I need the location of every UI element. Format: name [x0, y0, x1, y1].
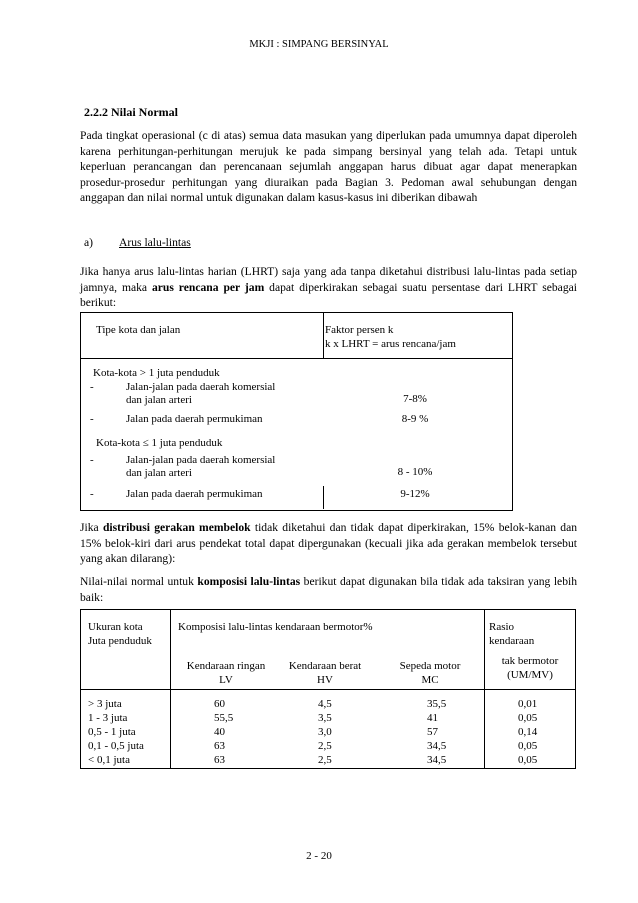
page-header: MKJI : SIMPANG BERSINYAL — [249, 39, 389, 50]
table-column-ratio — [518, 697, 537, 767]
table-cell: 1 - 3 juta — [88, 712, 128, 724]
table-divider — [323, 312, 324, 358]
table-cell: 40 — [214, 726, 225, 738]
table-dash: - — [90, 454, 94, 466]
table-subheader-hv: HV — [317, 674, 333, 686]
table-row-label: Jalan pada daerah permukiman — [126, 488, 263, 500]
table-cell: 3,5 — [318, 712, 332, 724]
table-cell: 63 — [214, 754, 225, 766]
para-text: Jika hanya arus lalu-lintas harian (LHRT) saja yang ada tanpa diketahui distribusi lalu-lintas pada setiap jamnya, maka — [80, 265, 577, 294]
table-header-factor: Faktor persen k — [325, 324, 394, 336]
table-cell: 55,5 — [214, 712, 234, 724]
para-bold: komposisi lalu-lintas — [197, 575, 301, 588]
table-value: 7-8% — [403, 393, 427, 405]
table-cell: 2,5 — [318, 754, 332, 766]
table-dash: - — [90, 381, 94, 393]
table-dash: - — [90, 413, 94, 425]
intro-paragraph: Pada tingkat operasional (c di atas) semua data masukan yang diperlukan pada umumnya dapat diperoleh karena perhitungan-perhitungan merujuk ke pada simpang bersinyal yang telah ada. Tetapi untuk keperluan perancangan dan perencanaan sejumlah anggapan harus dibuat agar dapat menerapkan prosedur-prosedur perhitungan yang diuraikan pada Bagian 3. Pedoman awal sehubungan dengan anggapan dan nilai normal untuk digunakan dalam kasus-kasus ini diberikan dibawah — [80, 129, 577, 205]
table-group-label: Kota-kota > 1 juta penduduk — [93, 367, 220, 379]
para-text: berikut dapat digunakan bila tidak ada taksiran yang lebih baik: — [80, 575, 578, 604]
paragraph-composition — [80, 574, 577, 605]
table-cell: 0,01 — [518, 698, 538, 710]
table-header-ratio: kendaraan — [489, 635, 535, 647]
para-text: Jika — [80, 521, 103, 534]
list-item-title: Arus lalu-lintas — [119, 236, 191, 249]
table-value: 8-9 % — [401, 413, 429, 425]
table-value: 9-12% — [400, 488, 430, 500]
table-row-label: Jalan-jalan pada daerah komersial — [126, 454, 276, 466]
table-group-label: Kota-kota ≤ 1 juta penduduk — [96, 437, 223, 449]
table-cell: 0,5 - 1 juta — [88, 726, 136, 738]
table-row-label: dan jalan arteri — [126, 467, 192, 479]
para-text: tidak diketahui dan tidak dapat diperkirakan, 15% belok-kanan dan 15% belok-kiri dari arus pendekat total dapat dipergunakan (kecuali jika ada gerakan membelok tersebut yang akan dilarang): — [80, 521, 578, 566]
table-row-label: Jalan pada daerah permukiman — [126, 413, 263, 425]
table-header-city-size: Juta penduduk — [88, 635, 152, 647]
table-dash: - — [90, 488, 94, 500]
table-subheader-hv: Kendaraan berat — [288, 660, 362, 672]
para-bold: distribusi gerakan membelok — [102, 521, 251, 534]
table-header-formula: k x LHRT = arus rencana/jam — [325, 338, 456, 350]
table-header-type: Tipe kota dan jalan — [96, 324, 181, 336]
table-cell: 4,5 — [318, 698, 332, 710]
table-cell: 57 — [427, 726, 438, 738]
table-header-ratio: tak bermotor — [501, 655, 559, 667]
paragraph-arus — [80, 264, 577, 311]
table-cell: 2,5 — [318, 740, 332, 752]
table-cell: 0,14 — [518, 726, 538, 738]
table-cell: 60 — [214, 698, 225, 710]
table-cell: 0,05 — [518, 712, 538, 724]
page-number: 2 - 20 — [306, 850, 332, 862]
table-subheader-mc: MC — [421, 674, 439, 686]
table-cell: 0,05 — [518, 740, 538, 752]
table-header-composition: Komposisi lalu-lintas kendaraan bermotor% — [178, 621, 373, 633]
table-divider — [80, 689, 575, 690]
para-bold: arus rencana per jam — [151, 280, 265, 294]
table-cell: 34,5 — [427, 740, 447, 752]
table-divider — [323, 486, 324, 509]
table-cell: 35,5 — [427, 698, 447, 710]
section-title: 2.2.2 Nilai Normal — [84, 105, 178, 119]
table-row-label: Jalan-jalan pada daerah komersial — [126, 381, 276, 393]
table-header-city-size: Ukuran kota — [88, 621, 143, 633]
para-text: Nilai-nilai normal untuk — [80, 575, 198, 588]
table-column-mc — [427, 697, 446, 767]
table-cell: 34,5 — [427, 754, 447, 766]
table-column-sizes — [88, 697, 144, 767]
table-subheader-lv: LV — [219, 674, 233, 686]
table-row-label: dan jalan arteri — [126, 394, 192, 406]
list-item-label: a) — [84, 236, 94, 249]
table-subheader-lv: Kendaraan ringan — [186, 660, 266, 672]
table-subheader-mc: Sepeda motor — [399, 660, 461, 672]
table-header-ratio: Rasio — [489, 621, 515, 633]
table-cell: > 3 juta — [88, 698, 122, 710]
table-cell: 3,0 — [318, 726, 332, 738]
table-cell: 0,05 — [518, 754, 538, 766]
table-divider — [80, 358, 512, 359]
table-cell: 63 — [214, 740, 225, 752]
table-column-lv — [214, 697, 233, 767]
table-column-hv — [318, 697, 332, 767]
para-text: dapat diperkirakan sebagai suatu persentase dari LHRT sebagai berikut: — [80, 280, 577, 310]
table-cell: 41 — [427, 712, 438, 724]
table-cell: 0,1 - 0,5 juta — [88, 740, 144, 752]
paragraph-turning — [80, 520, 577, 567]
table-cell: < 0,1 juta — [88, 754, 130, 766]
table-header-ratio: (UM/MV) — [507, 669, 553, 681]
table-value: 8 - 10% — [397, 466, 433, 478]
